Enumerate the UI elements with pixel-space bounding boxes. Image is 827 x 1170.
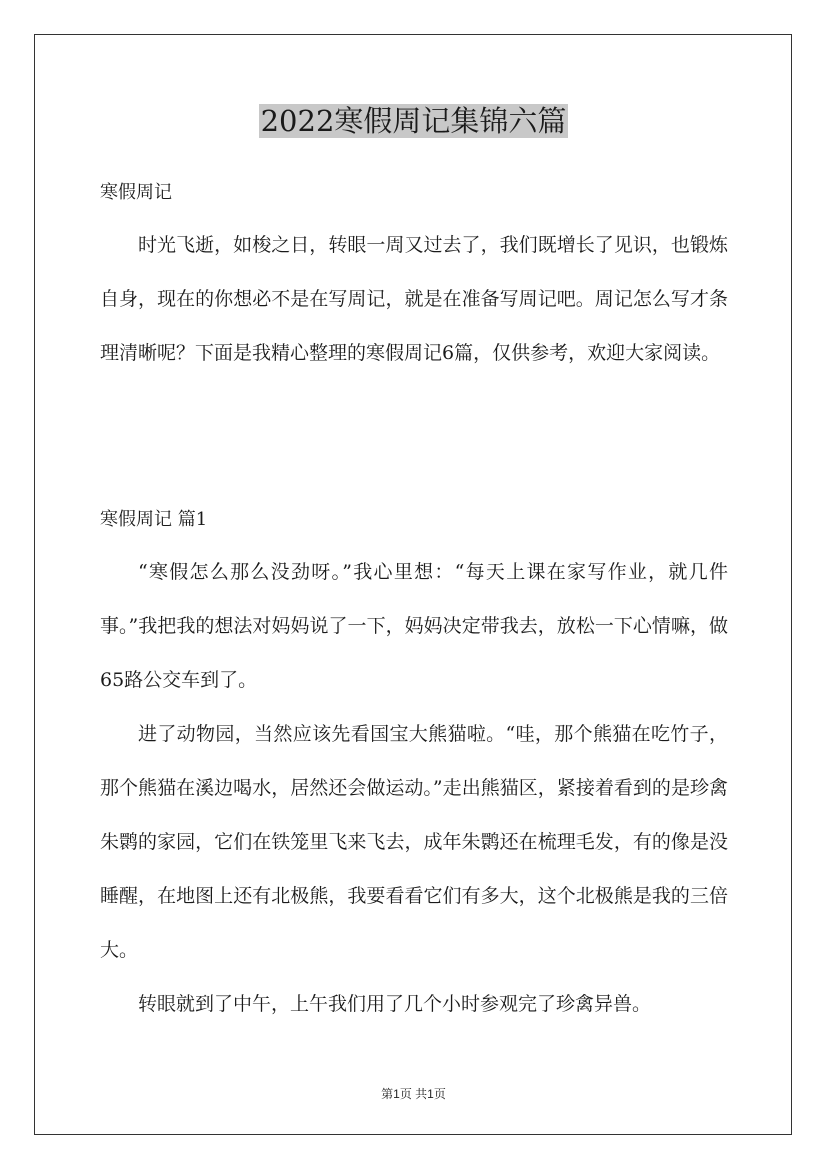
page-footer xyxy=(0,1085,827,1102)
page-number-label: 第1页 共1页 xyxy=(381,1087,446,1101)
section1-paragraph-2: 进了动物园，当然应该先看国宝大熊猫啦。“哇，那个熊猫在吃竹子，那个熊猫在溪边喝水，居然还会做运动。”走出熊猫区，紧接着看到的是珍禽朱鹮的家园，它们在铁笼里飞来飞去，成年朱鹮还在梳理毛发，有的像是没睡醒，在地图上还有北极熊，我要看看它们有多大，这个北极熊是我的三倍大。 xyxy=(100,723,728,961)
section1-paragraph-3: 转眼就到了中午，上午我们用了几个小时参观完了珍禽异兽。 xyxy=(138,993,652,1015)
document-title xyxy=(0,100,827,142)
section1-heading: 寒假周记 篇1 xyxy=(100,509,208,530)
document-title-text: 2022寒假周记集锦六篇 xyxy=(260,104,567,138)
intro-paragraph: 时光飞逝，如梭之日，转眼一周又过去了，我们既增长了见识，也锻炼自身，现在的你想必不是在写周记，就是在准备写周记吧。周记怎么写才条理清晰呢？下面是我精心整理的寒假周记6篇，仅供参考，欢迎大家阅读。 xyxy=(100,234,728,364)
intro-heading: 寒假周记 xyxy=(100,182,172,203)
section1-paragraph-1: “寒假怎么那么没劲呀。”我心里想：“每天上课在家写作业，就几件事。”我把我的想法对妈妈说了一下，妈妈决定带我去，放松一下心情嘛，做65路公交车到了。 xyxy=(100,561,728,691)
